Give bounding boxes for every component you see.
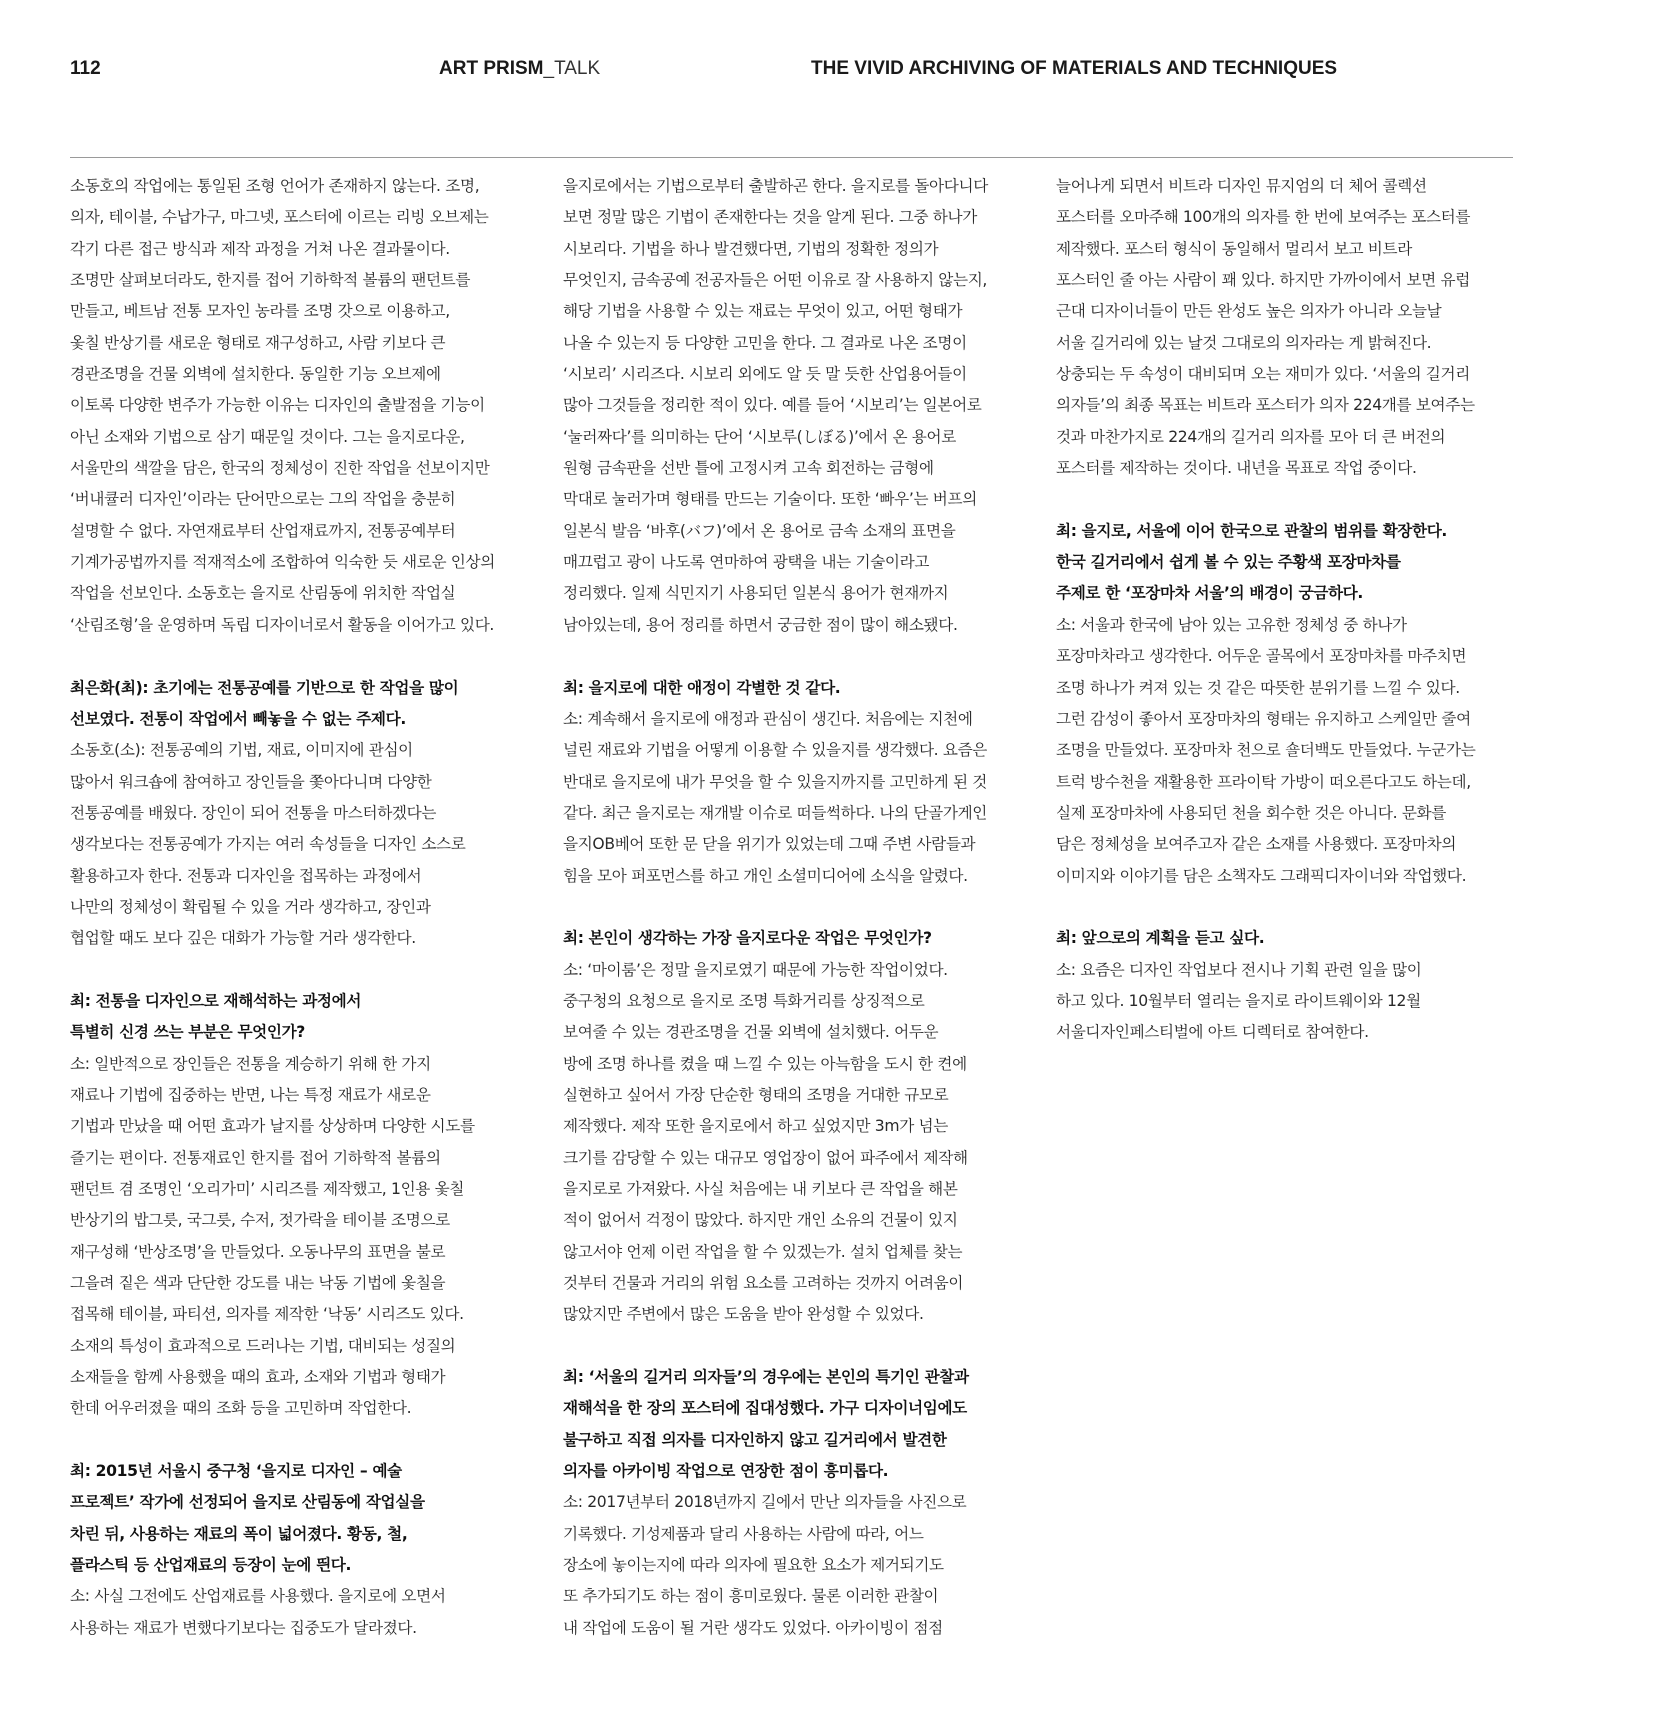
question-line: 재해석을 한 장의 포스터에 집대성했다. 가구 디자이너임에도 (563, 1399, 967, 1418)
body-text-line: ‘버내큘러 디자인’이라는 단어만으로는 그의 작업을 충분히 (70, 490, 456, 509)
body-text-line: 정리했다. 일제 식민지기 사용되던 일본식 용어가 현재까지 (563, 584, 949, 603)
body-text-line: 많아 그것들을 정리한 적이 있다. 예를 들어 ‘시보리’는 일본어로 (563, 396, 982, 415)
body-text-line: 접목해 테이블, 파티션, 의자를 제작한 ‘낙동’ 시리즈도 있다. (70, 1305, 464, 1324)
body-text-line: 막대로 눌러가며 형태를 만드는 기술이다. 또한 ‘빠우’는 버프의 (563, 490, 977, 509)
body-text-line: 트럭 방수천을 재활용한 프라이탁 가방이 떠오른다고도 하는데, (1056, 772, 1471, 791)
body-text-line: 조명 하나가 켜져 있는 것 같은 따뜻한 분위기를 느낄 수 있다. (1056, 678, 1460, 697)
body-text-line: 제작했다. 제작 또한 을지로에서 하고 싶었지만 3m가 넘는 (563, 1117, 948, 1136)
section-label (439, 58, 600, 80)
body-text-line: 소재의 특성이 효과적으로 드러나는 기법, 대비되는 성질의 (70, 1336, 456, 1355)
body-text-line: 근대 디자이너들이 만든 완성도 높은 의자가 아니라 오늘날 (1056, 302, 1442, 321)
body-text-line: 즐기는 편이다. 전통재료인 한지를 접어 기하학적 볼륨의 (70, 1148, 441, 1167)
body-text-line: 것부터 건물과 거리의 위험 요소를 고려하는 것까지 어려움이 (563, 1274, 964, 1293)
body-text-line: 소동호(소): 전통공예의 기법, 재료, 이미지에 관심이 (70, 741, 413, 760)
body-text-line: 활용하고자 한다. 전통과 디자인을 접목하는 과정에서 (70, 866, 422, 885)
body-text-line: 보여줄 수 있는 경관조명을 건물 외벽에 설치했다. 어두운 (563, 1023, 939, 1042)
body-text-line: 장소에 놓이는지에 따라 의자에 필요한 요소가 제거되기도 (563, 1556, 944, 1575)
body-text-line: 그런 감성이 좋아서 포장마차의 형태는 유지하고 스케일만 줄여 (1056, 709, 1471, 728)
body-text-line: 서울만의 색깔을 담은, 한국의 정체성이 진한 작업을 선보이지만 (70, 459, 490, 478)
body-text-line: 반상기의 밥그릇, 국그릇, 수저, 젓가락을 테이블 조명으로 (70, 1211, 450, 1230)
body-text-line: 않고서야 언제 이런 작업을 할 수 있겠는가. 설치 업체를 찾는 (563, 1242, 963, 1261)
question-line: 프로젝트’ 작가에 선정되어 을지로 산림동에 작업실을 (70, 1493, 425, 1512)
body-text-line: 을지로에서는 기법으로부터 출발하곤 한다. 을지로를 돌아다니다 (563, 177, 988, 195)
body-text-line: 재구성해 ‘반상조명’을 만들었다. 오동나무의 표면을 불로 (70, 1242, 446, 1261)
body-text-line: 설명할 수 없다. 자연재료부터 산업재료까지, 전통공예부터 (70, 521, 456, 540)
body-text-line: 상충되는 두 속성이 대비되며 오는 재미가 있다. ‘서울의 길거리 (1056, 365, 1470, 384)
body-text-line: 소: 서울과 한국에 남아 있는 고유한 정체성 중 하나가 (1056, 615, 1407, 634)
body-text-line: 실현하고 싶어서 가장 단순한 형태의 조명을 거대한 규모로 (563, 1085, 949, 1104)
paragraph-gap (1056, 892, 1526, 923)
body-text-line: 만들고, 베트남 전통 모자인 농라를 조명 갓으로 이용하고, (70, 302, 450, 321)
body-text-line: ‘눌러짜다’를 의미하는 단어 ‘시보루(しぼる)’에서 온 용어로 (563, 427, 956, 446)
paragraph-gap (70, 641, 540, 672)
paragraph-gap (563, 1331, 1033, 1362)
question-line: 최: 을지로, 서울에 이어 한국으로 관찰의 범위를 확장한다. (1056, 521, 1447, 540)
running-title: THE VIVID ARCHIVING OF MATERIALS AND TECHNIQUES (811, 58, 1338, 79)
page-number: 112 (70, 58, 101, 79)
body-text-line: 그을려 짙은 색과 단단한 강도를 내는 낙동 기법에 옻칠을 (70, 1274, 446, 1293)
body-text-line: 전통공예를 배웠다. 장인이 되어 전통을 마스터하겠다는 (70, 803, 437, 822)
body-text-line: 소: 사실 그전에도 산업재료를 사용했다. 을지로에 오면서 (70, 1587, 446, 1606)
text-column-2 (563, 171, 1033, 1644)
body-text-line: 서울 길거리에 있는 날것 그대로의 의자라는 게 밝혀진다. (1056, 333, 1432, 352)
body-text-line: 보면 정말 많은 기법이 존재한다는 것을 알게 된다. 그중 하나가 (563, 208, 977, 227)
body-text-line: 소: ‘마이룸’은 정말 을지로였기 때문에 가능한 작업이었다. (563, 960, 948, 979)
header-divider (70, 157, 1513, 158)
body-text-line: 재료나 기법에 집중하는 반면, 나는 특정 재료가 새로운 (70, 1085, 431, 1104)
body-text-line: 제작했다. 포스터 형식이 동일해서 멀리서 보고 비트라 (1056, 239, 1412, 258)
body-text-line: 반대로 을지로에 내가 무엇을 할 수 있을지까지를 고민하게 된 것 (563, 772, 988, 791)
question-line: 최: 2015년 서울시 중구청 ‘을지로 디자인 – 예술 (70, 1462, 402, 1481)
body-text-line: 늘어나게 되면서 비트라 디자인 뮤지엄의 더 체어 콜렉션 (1056, 177, 1427, 195)
body-text-line: 생각보다는 전통공예가 가지는 여러 속성들을 디자인 소스로 (70, 835, 466, 854)
body-text-line: ‘산림조형’을 운영하며 독립 디자이너로서 활동을 이어가고 있다. (70, 615, 495, 634)
body-text-line: 매끄럽고 광이 나도록 연마하여 광택을 내는 기술이라고 (563, 553, 930, 572)
section-label-sub: _TALK (543, 58, 601, 79)
body-text-line: 소: 계속해서 을지로에 애정과 관심이 생긴다. 처음에는 지천에 (563, 709, 973, 728)
section-label-main: ART PRISM (439, 58, 544, 79)
question-line: 선보였다. 전통이 작업에서 빼놓을 수 없는 주제다. (70, 709, 406, 728)
question-line: 차린 뒤, 사용하는 재료의 폭이 넓어졌다. 황동, 철, (70, 1524, 408, 1543)
body-text-line: 중구청의 요청으로 을지로 조명 특화거리를 상징적으로 (563, 991, 925, 1010)
body-text-line: 널린 재료와 기법을 어떻게 이용할 수 있을지를 생각했다. 요즘은 (563, 741, 988, 760)
body-text-line: 방에 조명 하나를 켰을 때 느낄 수 있는 아늑함을 도시 한 켠에 (563, 1054, 967, 1073)
body-text-line: 나올 수 있는지 등 다양한 고민을 한다. 그 결과로 나온 조명이 (563, 333, 967, 352)
body-text-line: 을지OB베어 또한 문 닫을 위기가 있었는데 그때 주변 사람들과 (563, 835, 976, 854)
body-text-line: 사용하는 재료가 변했다기보다는 집중도가 달라졌다. (70, 1618, 417, 1637)
body-text-line: 남아있는데, 용어 정리를 하면서 궁금한 점이 많이 해소됐다. (563, 615, 958, 634)
paragraph-gap (1056, 484, 1526, 515)
body-text-line: 조명만 살펴보더라도, 한지를 접어 기하학적 볼륨의 팬던트를 (70, 271, 471, 290)
body-text-line: ‘시보리’ 시리즈다. 시보리 외에도 알 듯 말 듯한 산업용어들이 (563, 365, 967, 384)
body-text-line: 많았지만 주변에서 많은 도움을 받아 완성할 수 있었다. (563, 1305, 924, 1324)
body-text-line: 협업할 때도 보다 깊은 대화가 가능할 거라 생각한다. (70, 929, 416, 948)
question-line: 최: ‘서울의 길거리 의자들’의 경우에는 본인의 특기인 관찰과 (563, 1368, 969, 1387)
question-line: 최: 을지로에 대한 애정이 각별한 것 같다. (563, 678, 841, 697)
body-text-line: 이토록 다양한 변주가 가능한 이유는 디자인의 출발점을 기능이 (70, 396, 485, 415)
text-column-3 (1056, 171, 1526, 1049)
body-text-line: 조명을 만들었다. 포장마차 천으로 숄더백도 만들었다. 누군가는 (1056, 741, 1476, 760)
question-line: 플라스틱 등 산업재료의 등장이 눈에 띈다. (70, 1556, 352, 1575)
body-text-line: 포스터인 줄 아는 사람이 꽤 있다. 하지만 가까이에서 보면 유럽 (1056, 271, 1470, 290)
body-text-line: 무엇인지, 금속공예 전공자들은 어떤 이유로 잘 사용하지 않는지, (563, 271, 988, 290)
body-text-line: 소동호의 작업에는 통일된 조형 언어가 존재하지 않는다. 조명, (70, 177, 480, 195)
body-text-line: 내 작업에 도움이 될 거란 생각도 있었다. 아카이빙이 점점 (563, 1618, 943, 1637)
body-text-line: 기법과 만났을 때 어떤 효과가 날지를 상상하며 다양한 시도를 (70, 1117, 475, 1136)
body-text-line: 경관조명을 건물 외벽에 설치한다. 동일한 기능 오브제에 (70, 365, 441, 384)
body-text-line: 의자들’의 최종 목표는 비트라 포스터가 의자 224개를 보여주는 (1056, 396, 1475, 415)
body-text-line: 의자, 테이블, 수납가구, 마그넷, 포스터에 이르는 리빙 오브제는 (70, 208, 489, 227)
body-text-line: 크기를 감당할 수 있는 대규모 영업장이 없어 파주에서 제작해 (563, 1148, 968, 1167)
body-text-line: 실제 포장마차에 사용되던 천을 회수한 것은 아니다. 문화를 (1056, 803, 1446, 822)
body-text-line: 서울디자인페스티벌에 아트 디렉터로 참여한다. (1056, 1023, 1369, 1042)
body-text-line: 또 추가되기도 하는 점이 흥미로웠다. 물론 이러한 관찰이 (563, 1587, 939, 1606)
question-line: 최: 전통을 디자인으로 재해석하는 과정에서 (70, 991, 362, 1010)
body-text-line: 나만의 정체성이 확립될 수 있을 거라 생각하고, 장인과 (70, 897, 431, 916)
body-text-line: 옻칠 반상기를 새로운 형태로 재구성하고, 사람 키보다 큰 (70, 333, 446, 352)
question-line: 주제로 한 ‘포장마차 서울’의 배경이 궁금하다. (1056, 584, 1363, 603)
body-text-line: 이미지와 이야기를 담은 소책자도 그래픽디자이너와 작업했다. (1056, 866, 1467, 885)
body-text-line: 포장마차라고 생각한다. 어두운 골목에서 포장마차를 마주치면 (1056, 647, 1467, 666)
body-text-line: 소재들을 함께 사용했을 때의 효과, 소재와 기법과 형태가 (70, 1368, 446, 1387)
text-column-1 (70, 171, 540, 1644)
question-line: 특별히 신경 쓰는 부분은 무엇인가? (70, 1023, 306, 1042)
question-line: 최: 앞으로의 계획을 듣고 싶다. (1056, 929, 1265, 948)
body-text-line: 일본식 발음 ‘바후(バフ)’에서 온 용어로 금속 소재의 표면을 (563, 521, 956, 540)
body-text-line: 많아서 워크숍에 참여하고 장인들을 쫓아다니며 다양한 (70, 772, 432, 791)
body-text-line: 것과 마찬가지로 224개의 길거리 의자를 모아 더 큰 버전의 (1056, 427, 1446, 446)
body-text-line: 해당 기법을 사용할 수 있는 재료는 무엇이 있고, 어떤 형태가 (563, 302, 963, 321)
question-line: 의자를 아카이빙 작업으로 연장한 점이 흥미롭다. (563, 1462, 889, 1481)
question-line: 최은화(최): 초기에는 전통공예를 기반으로 한 작업을 많이 (70, 678, 459, 697)
paragraph-gap (563, 641, 1033, 672)
body-text-line: 원형 금속판을 선반 틀에 고정시켜 고속 회전하는 금형에 (563, 459, 934, 478)
body-text-line: 하고 있다. 10월부터 열리는 을지로 라이트웨이와 12월 (1056, 991, 1421, 1010)
paragraph-gap (70, 955, 540, 986)
body-text-line: 적이 없어서 걱정이 많았다. 하지만 개인 소유의 건물이 있지 (563, 1211, 958, 1230)
body-text-line: 한데 어우러졌을 때의 조화 등을 고민하며 작업한다. (70, 1399, 412, 1418)
body-text-line: 담은 정체성을 보여주고자 같은 소재를 사용했다. 포장마차의 (1056, 835, 1457, 854)
question-line: 불구하고 직접 의자를 디자인하지 않고 길거리에서 발견한 (563, 1430, 947, 1449)
body-text-line: 같다. 최근 을지로는 재개발 이슈로 떠들썩하다. 나의 단골가게인 (563, 803, 988, 822)
paragraph-gap (70, 1425, 540, 1456)
body-text-line: 소: 2017년부터 2018년까지 길에서 만난 의자들을 사진으로 (563, 1493, 967, 1512)
body-text-line: 기계가공법까지를 적재적소에 조합하여 익숙한 듯 새로운 인상의 (70, 553, 495, 572)
question-line: 최: 본인이 생각하는 가장 을지로다운 작업은 무엇인가? (563, 929, 932, 948)
body-text-line: 시보리다. 기법을 하나 발견했다면, 기법의 정확한 정의가 (563, 239, 939, 258)
body-text-line: 아닌 소재와 기법으로 삼기 때문일 것이다. 그는 을지로다운, (70, 427, 465, 446)
body-text-line: 소: 요즘은 디자인 작업보다 전시나 기획 관련 일을 많이 (1056, 960, 1422, 979)
body-text-line: 각기 다른 접근 방식과 제작 과정을 거쳐 나온 결과물이다. (70, 239, 450, 258)
body-text-line: 팬던트 겸 조명인 ‘오리가미’ 시리즈를 제작했고, 1인용 옻칠 (70, 1180, 465, 1198)
body-text-line: 을지로로 가져왔다. 사실 처음에는 내 키보다 큰 작업을 해본 (563, 1180, 958, 1198)
body-text-line: 기록했다. 기성제품과 달리 사용하는 사람에 따라, 어느 (563, 1524, 924, 1543)
body-text-line: 작업을 선보인다. 소동호는 을지로 산림동에 위치한 작업실 (70, 584, 456, 603)
body-text-line: 포스터를 오마주해 100개의 의자를 한 번에 보여주는 포스터를 (1056, 208, 1471, 227)
body-text-line: 포스터를 제작하는 것이다. 내년을 목표로 작업 중이다. (1056, 459, 1417, 478)
body-text-line: 소: 일반적으로 장인들은 전통을 계승하기 위해 한 가지 (70, 1054, 431, 1073)
body-text-line: 힘을 모아 퍼포먼스를 하고 개인 소셜미디어에 소식을 알렸다. (563, 866, 968, 885)
page-header (0, 54, 1653, 84)
paragraph-gap (563, 892, 1033, 923)
question-line: 한국 길거리에서 쉽게 볼 수 있는 주황색 포장마차를 (1056, 553, 1401, 572)
